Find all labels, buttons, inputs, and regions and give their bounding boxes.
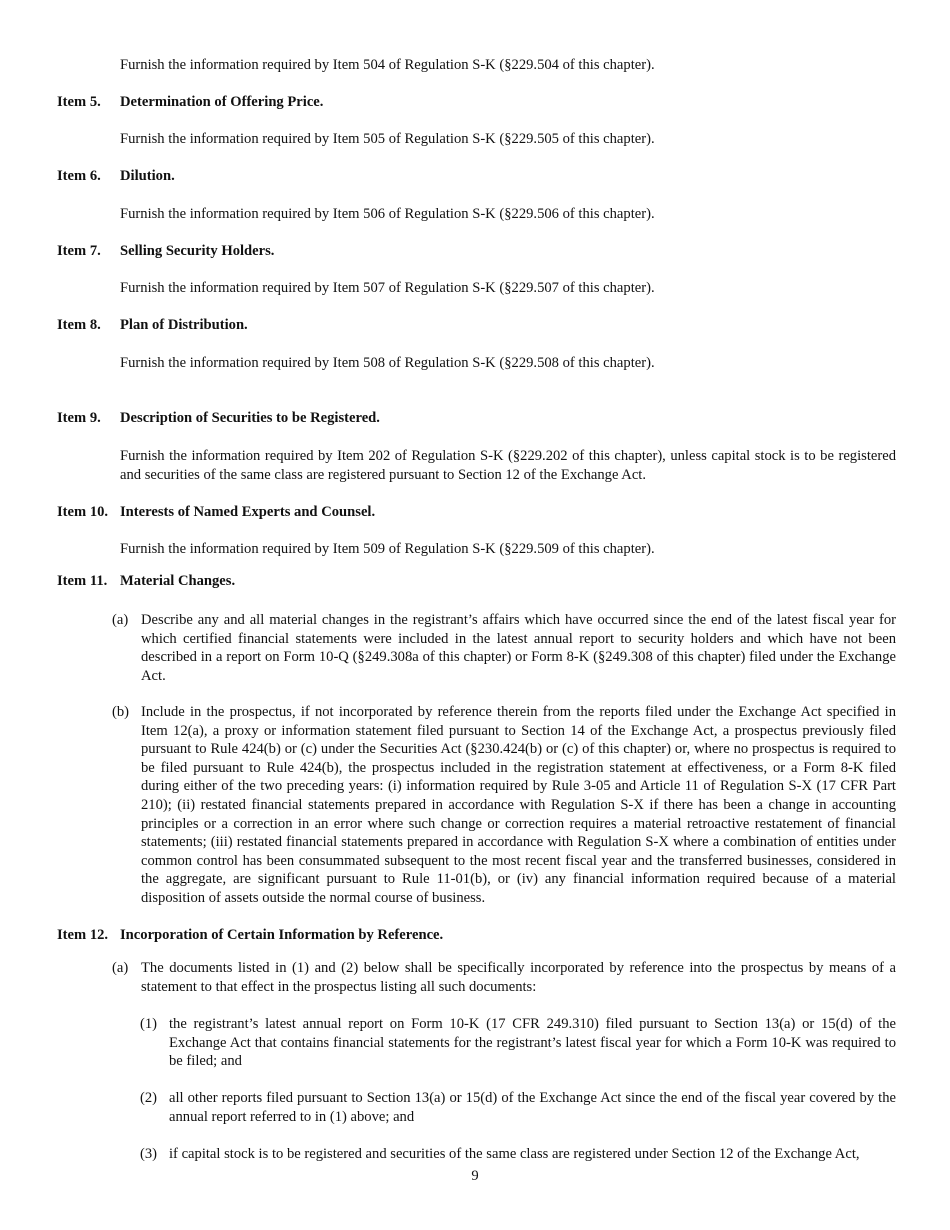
item-7-number: Item 7. (57, 243, 101, 259)
subclause-text: if capital stock is to be registered and securities of the same class are registered under Section 12 of the Exchange Act, (169, 1146, 860, 1162)
subclause-text: all other reports filed pursuant to Section 13(a) or 15(d) of the Exchange Act since the end of the fiscal year covered by the annual report referred to in (1) above; and (169, 1090, 896, 1125)
clause-marker: (b) (112, 704, 130, 720)
item-7-title: Selling Security Holders. (120, 243, 275, 259)
item-8-heading (57, 316, 248, 335)
clause-text: The documents listed in (1) and (2) below shall be specifically incorporated by reference into the prospectus by means of a statement to that effect in the prospectus listing all such documents: (141, 960, 896, 995)
item-4-body: Furnish the information required by Item 504 of Regulation S-K (§229.504 of this chapter). (120, 57, 655, 73)
item-9-heading (57, 409, 380, 428)
item-10-number: Item 10. (57, 504, 109, 520)
item-5-number: Item 5. (57, 94, 101, 110)
item-9-title: Description of Securities to be Registered. (120, 410, 380, 426)
item-6-heading (57, 167, 175, 186)
item-7-body: Furnish the information required by Item 507 of Regulation S-K (§229.507 of this chapter). (120, 280, 655, 296)
item-11-heading (57, 572, 235, 591)
item-11-number: Item 11. (57, 573, 108, 589)
item-10-heading (57, 503, 375, 522)
item-6-body: Furnish the information required by Item 506 of Regulation S-K (§229.506 of this chapter). (120, 206, 655, 222)
item-6-number: Item 6. (57, 168, 101, 184)
item-5-body: Furnish the information required by Item 505 of Regulation S-K (§229.505 of this chapter). (120, 131, 655, 147)
item-10-title: Interests of Named Experts and Counsel. (120, 504, 376, 520)
item-8-number: Item 8. (57, 317, 101, 333)
item-9-body: Furnish the information required by Item 202 of Regulation S-K (§229.202 of this chapter), unless capital stock is to be registered and securities of the same class are registered pursuant to Section 12 of the Exchange Act. (120, 448, 896, 483)
item-11-title: Material Changes. (120, 573, 236, 589)
subclause-marker: (2) (140, 1090, 158, 1106)
clause-text: Describe any and all material changes in the registrant’s affairs which have occurred since the end of the latest fiscal year for which certified financial statements were included in the latest annual report to security holders and which have not been described in a report on Form 10-Q (§249.308a of this chapter) or Form 8-K (§249.308 of this chapter) filed under the Exchange Act. (141, 612, 896, 684)
page-number: 9 (471, 1168, 479, 1184)
clause-text: Include in the prospectus, if not incorporated by reference therein from the reports filed under the Exchange Act specified in Item 12(a), a proxy or information statement filed pursuant to Section 14 of the Exchange Act, a prospectus previously filed pursuant to Rule 424(b) or (c) under the Securities Act (§230.424(b) or (c) of this chapter) or, where no prospectus is required to be filed pursuant to Rule 424(b), the prospectus included in the registration statement at effectiveness, or a Form 8-K filed during either of the two preceding years: (i) information required by Rule 3-05 and Article 11 of Regulation S-X (17 CFR Part 210); (ii) restated financial statements prepared in accordance with Regulation S-X if there has been a change in accounting principles or a correction in an error where such change or correction requires a material retroactive restatement of financial statements; (iii) restated financial statements prepared in accordance with Regulation S-X where a combination of entities under common control has been consummated subsequent to the most recent fiscal year and the transferred businesses, considered in the aggregate, are significant pursuant to Rule 11-01(b), or (iv) any financial information required because of a material disposition of assets outside the normal course of business. (141, 704, 896, 906)
item-8-body: Furnish the information required by Item 508 of Regulation S-K (§229.508 of this chapter). (120, 355, 655, 371)
subclause-text: the registrant’s latest annual report on Form 10-K (17 CFR 249.310) filed pursuant to Section 13(a) or 15(d) of the Exchange Act that contains financial statements for the registrant’s latest fiscal year for which a Form 10-K was required to be filed; and (169, 1016, 896, 1070)
item-9-number: Item 9. (57, 410, 101, 426)
subclause-marker: (1) (140, 1016, 158, 1032)
item-7-heading (57, 242, 274, 261)
item-5-heading (57, 93, 323, 112)
item-12-heading (57, 926, 443, 945)
item-8-title: Plan of Distribution. (120, 317, 248, 333)
item-5-title: Determination of Offering Price. (120, 94, 324, 110)
item-12-title: Incorporation of Certain Information by Reference. (120, 927, 444, 943)
subclause-marker: (3) (140, 1146, 158, 1162)
clause-marker: (a) (112, 960, 129, 976)
item-10-body: Furnish the information required by Item 509 of Regulation S-K (§229.509 of this chapter). (120, 541, 655, 557)
clause-marker: (a) (112, 612, 129, 628)
item-12-number: Item 12. (57, 927, 109, 943)
item-6-title: Dilution. (120, 168, 175, 184)
